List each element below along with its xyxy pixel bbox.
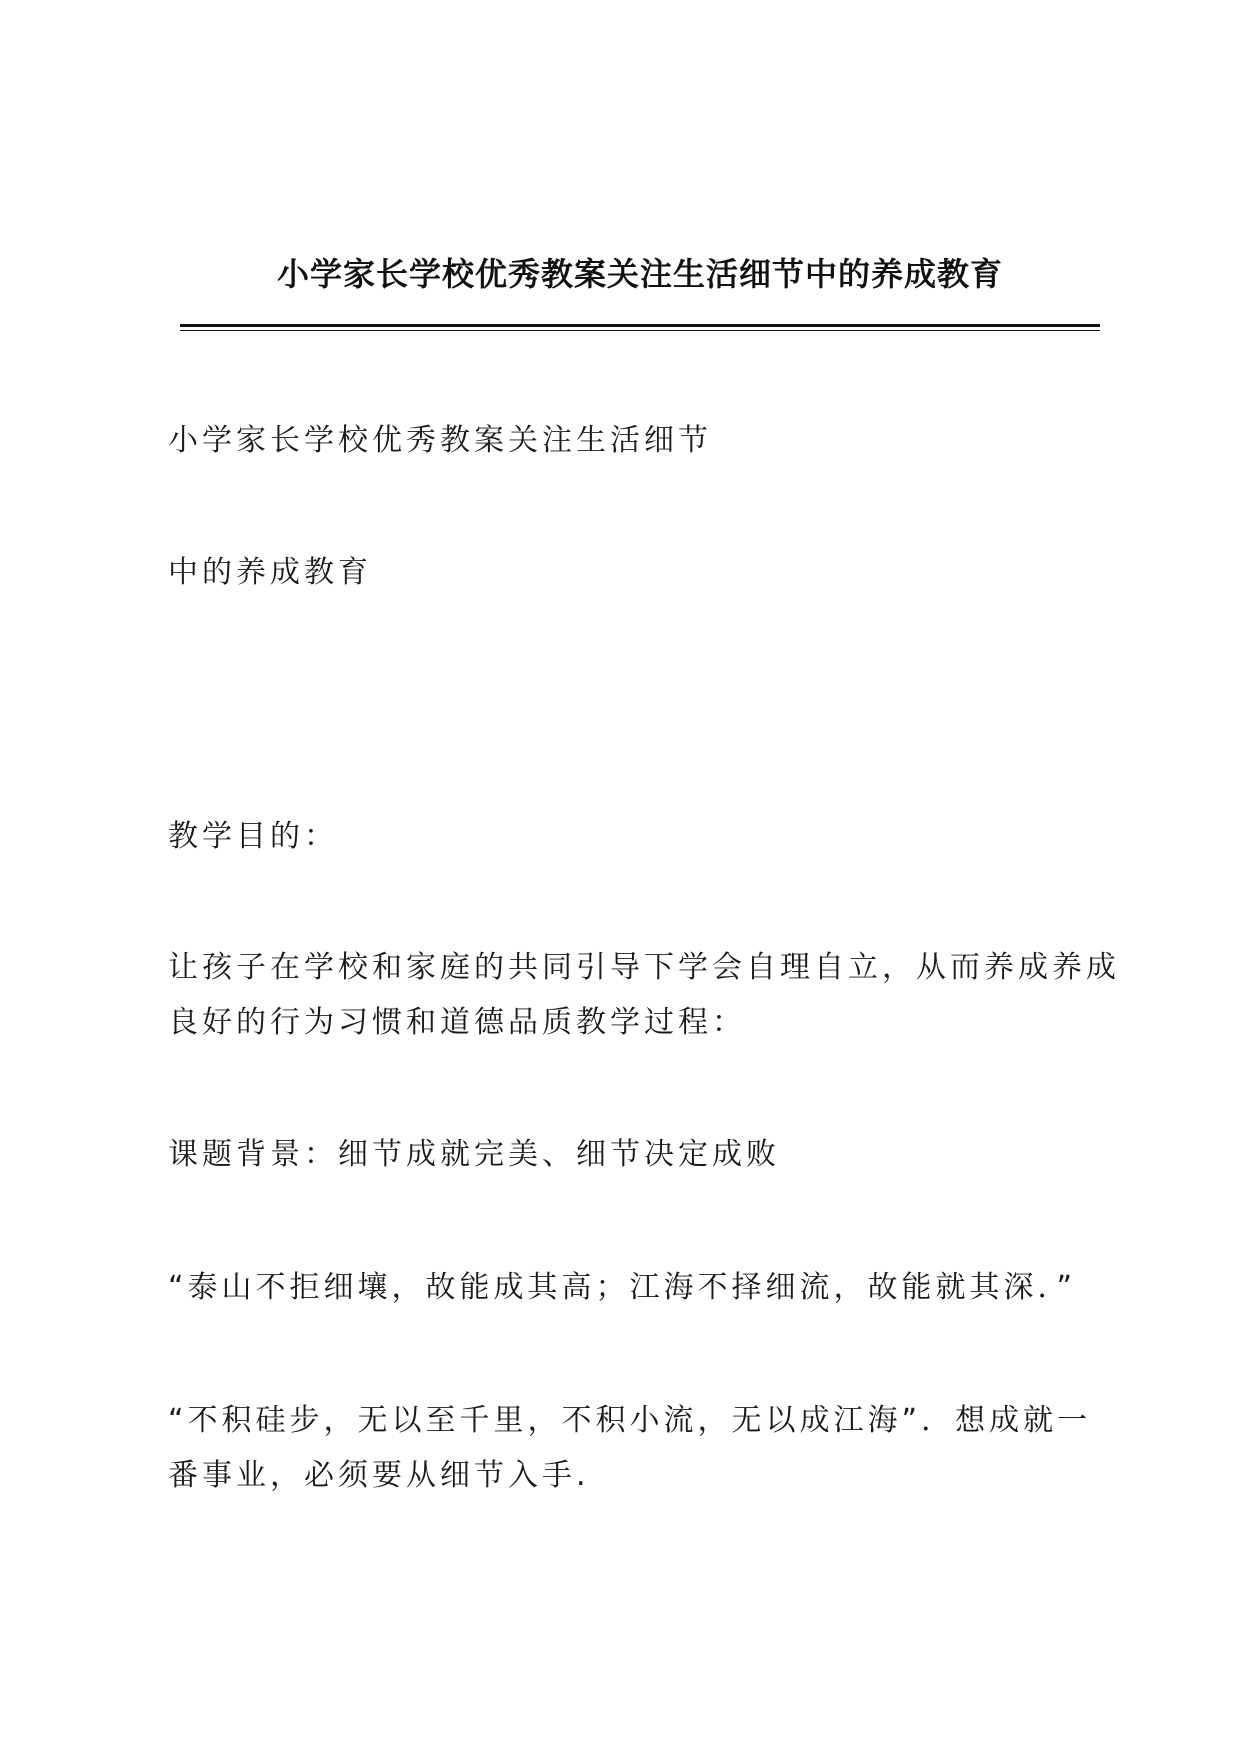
- quote-2-line-2: 番事业，必须要从细节入手.: [168, 1458, 590, 1493]
- objective-text-line-2: 良好的行为习惯和道德品质教学过程：: [168, 1005, 746, 1040]
- quote-1: “泰山不拒细壤，故能成其高；江海不择细流，故能就其深．”: [168, 1270, 1077, 1305]
- heading-line-2: 中的养成教育: [168, 555, 372, 590]
- objective-text-line-1: 让孩子在学校和家庭的共同引导下学会自理自立，从而养成养成: [168, 950, 1120, 985]
- background-line: 课题背景：细节成就完美、细节决定成败: [168, 1137, 780, 1172]
- heading-line-1: 小学家长学校优秀教案关注生活细节: [168, 423, 712, 458]
- title-rule-thick: [180, 324, 1100, 327]
- quote-2-line-1: “不积硅步，无以至千里，不积小流，无以成江海”．想成就一: [168, 1403, 1092, 1438]
- document-title: 小学家长学校优秀教案关注生活细节中的养成教育: [276, 255, 1003, 293]
- title-rule-thin: [180, 330, 1100, 331]
- objective-label: 教学目的：: [168, 819, 338, 854]
